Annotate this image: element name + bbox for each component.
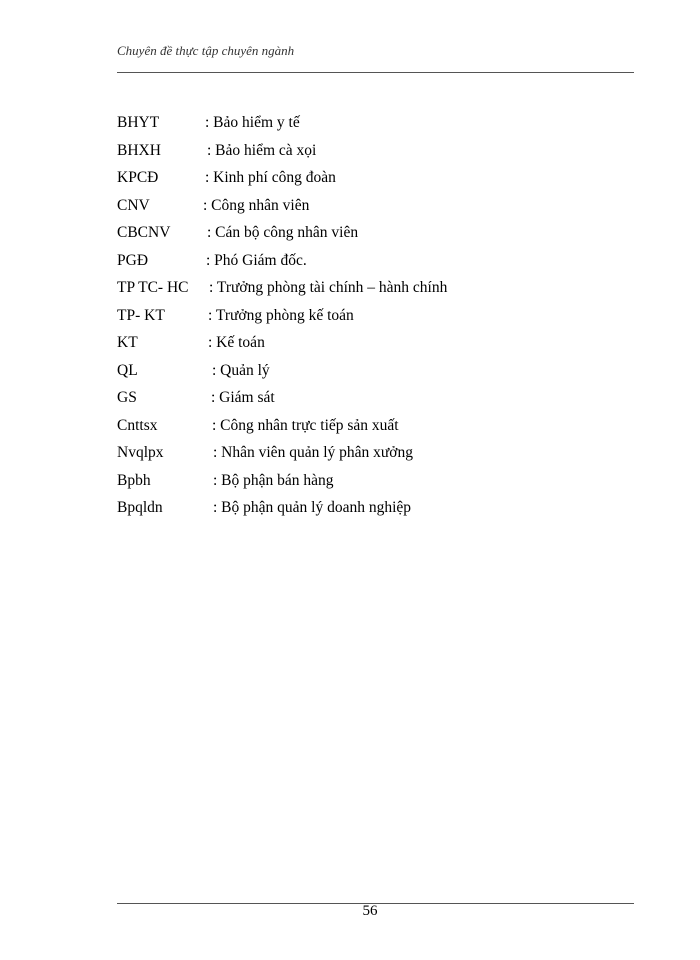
abbreviation-code: TP- KT [117, 306, 165, 324]
abbreviation-code: BHYT [117, 114, 160, 131]
abbreviation-meaning: : Công nhân viên [203, 196, 310, 214]
abbreviation-row [117, 306, 634, 334]
abbreviation-code: CBCNV [117, 224, 171, 241]
abbreviation-meaning: : Bộ phận quản lý doanh nghiệp [213, 499, 412, 516]
abbreviation-meaning: : Công nhân trực tiếp sản xuất [212, 416, 399, 434]
abbreviation-list [117, 113, 634, 526]
abbreviation-row [117, 113, 634, 141]
abbreviation-meaning: : Trưởng phòng kế toán [208, 306, 354, 324]
abbreviation-code: KT [117, 334, 138, 351]
abbreviation-row [117, 141, 634, 169]
abbreviation-code: QL [117, 361, 138, 379]
abbreviation-code: Cnttsx [117, 416, 158, 434]
abbreviation-code: Bpqldn [117, 499, 163, 516]
abbreviation-row [117, 333, 634, 361]
page-number: 56 [362, 903, 378, 919]
abbreviation-code: Nvqlpx [117, 444, 164, 461]
abbreviation-meaning: : Bảo hiểm cà xọi [207, 141, 317, 159]
abbreviation-row [117, 223, 634, 251]
abbreviation-code: GS [117, 389, 137, 406]
header-divider [117, 72, 634, 73]
abbreviation-code: TP TC- HC [117, 279, 189, 296]
abbreviation-code: BHXH [117, 141, 161, 159]
abbreviation-row [117, 361, 634, 389]
abbreviation-meaning: : Phó Giám đốc. [206, 251, 307, 269]
abbreviation-code: KPCĐ [117, 169, 159, 186]
abbreviation-row [117, 388, 634, 416]
abbreviation-meaning: : Bộ phận bán hàng [213, 471, 334, 489]
abbreviation-code: PGĐ [117, 251, 149, 269]
abbreviation-meaning: : Quản lý [212, 361, 270, 379]
abbreviation-row [117, 168, 634, 196]
abbreviation-row [117, 251, 634, 279]
abbreviation-meaning: : Bảo hiểm y tế [205, 114, 300, 131]
abbreviation-meaning: : Trưởng phòng tài chính – hành chính [209, 279, 448, 296]
abbreviation-code: Bpbh [117, 471, 151, 489]
abbreviation-row [117, 196, 634, 224]
abbreviation-row [117, 278, 634, 306]
abbreviation-code: CNV [117, 196, 150, 214]
abbreviation-meaning: : Giám sát [211, 389, 275, 406]
abbreviation-meaning: : Cán bộ công nhân viên [207, 224, 359, 241]
abbreviation-row [117, 498, 634, 526]
abbreviation-row [117, 471, 634, 499]
abbreviation-meaning: : Nhân viên quản lý phân xưởng [213, 444, 413, 461]
page-header-title: Chuyên đề thực tập chuyên ngành [117, 43, 295, 58]
abbreviation-row [117, 416, 634, 444]
abbreviation-meaning: : Kinh phí công đoàn [205, 169, 336, 186]
abbreviation-meaning: : Kế toán [208, 334, 265, 351]
abbreviation-row [117, 443, 634, 471]
